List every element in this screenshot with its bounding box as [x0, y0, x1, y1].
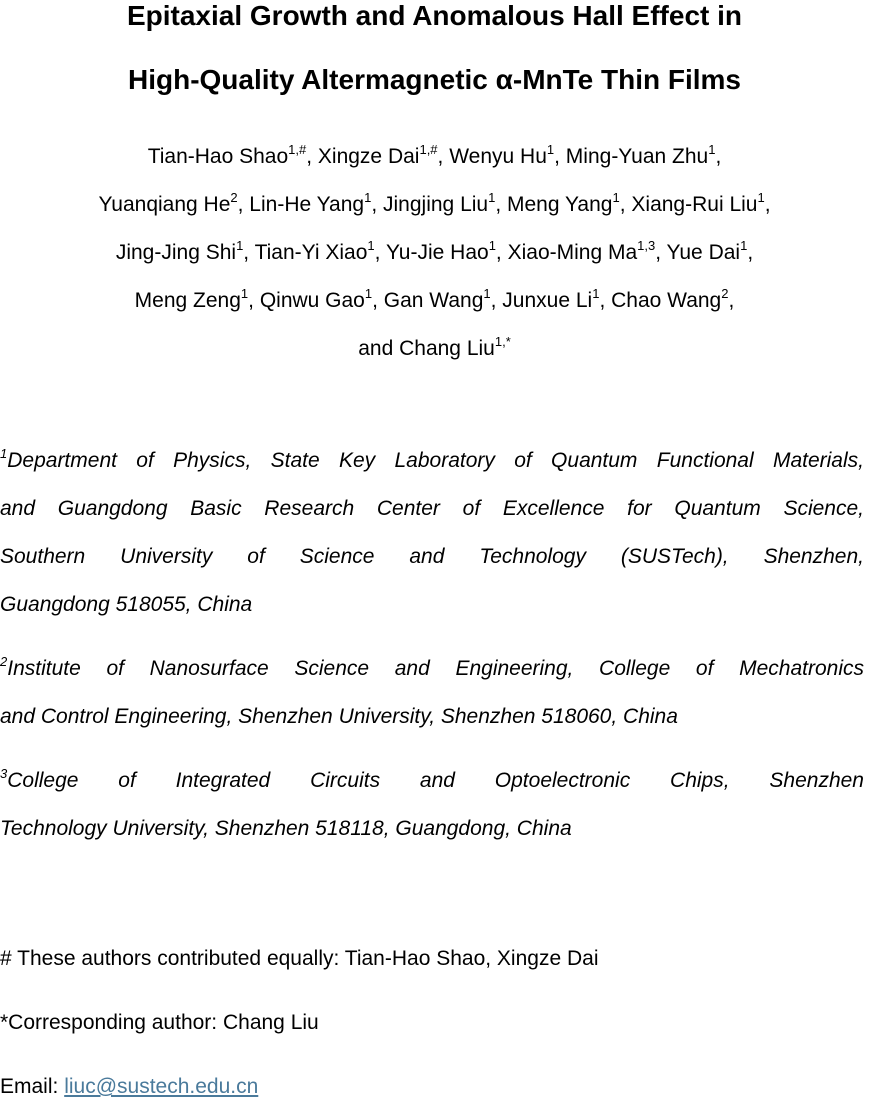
affiliation-line: Guangdong 518055, China [0, 593, 253, 616]
author-separator: , [437, 145, 450, 168]
author-affiliation-marker: 1 [592, 286, 600, 301]
author-affiliation-marker: 1,* [494, 334, 511, 349]
author-separator: , [554, 145, 566, 168]
author-name: Chao Wang [611, 289, 722, 312]
author-affiliation-marker: 1 [546, 142, 555, 157]
affiliation-number: 2 [0, 654, 8, 669]
author-name: Jing-Jing Shi [115, 241, 237, 264]
email-link[interactable]: liuc@sustech.edu.cn [64, 1075, 259, 1098]
author-affiliation-marker: 1 [240, 286, 249, 301]
author-name: Ming-Yuan Zhu [565, 145, 709, 168]
author-affiliation-marker: 1 [364, 190, 372, 205]
author-line-5 [0, 334, 869, 360]
author-separator: , [764, 193, 771, 216]
affiliation-line: and Control Engineering, Shenzhen University, Shenzhen 518060, China [0, 705, 678, 728]
author-name: Yu-Jie Hao [385, 241, 489, 264]
author-line-2 [0, 190, 869, 216]
author-separator: , [490, 289, 503, 312]
paper-title-line-1: Epitaxial Growth and Anomalous Hall Effect in [126, 0, 743, 31]
author-affiliation-marker: 2 [721, 286, 729, 301]
affiliation-line: Southern University of Science and Technology (SUSTech), Shenzhen, [0, 545, 864, 568]
author-name: Tian-Hao Shao [147, 145, 289, 168]
author-separator: , [655, 241, 667, 264]
author-name: Jingjing Liu [383, 193, 489, 216]
author-separator: , [237, 193, 250, 216]
author-affiliation-marker: 1,# [288, 142, 307, 157]
author-name: Yuanqiang He [98, 193, 231, 216]
author-name: Junxue Li [502, 289, 593, 312]
author-name: Wenyu Hu [449, 145, 547, 168]
author-affiliation-marker: 1 [708, 142, 716, 157]
affiliation-text: Institute of Nanosurface Science and Engineering, College of Mechatronics [7, 657, 864, 680]
author-name: Qinwu Gao [259, 289, 365, 312]
affiliation-number: 1 [0, 446, 8, 461]
paper-title-line-2: High-Quality Altermagnetic α-MnTe Thin Films [127, 64, 742, 95]
corresponding-author-note: *Corresponding author: Chang Liu [0, 1011, 319, 1034]
author-affiliation-marker: 1 [488, 238, 496, 253]
author-name: Gan Wang [383, 289, 484, 312]
author-separator: , [248, 289, 260, 312]
author-name: Xiang-Rui Liu [631, 193, 758, 216]
author-affiliation-marker: 1 [236, 238, 244, 253]
author-affiliation-marker: 1 [488, 190, 496, 205]
author-separator: , [599, 289, 612, 312]
author-affiliation-marker: 1 [740, 238, 748, 253]
author-affiliation-marker: 1,3 [637, 238, 656, 253]
author-line-3 [0, 238, 869, 264]
author-line-4 [0, 286, 869, 312]
equal-contribution-note: # These authors contributed equally: Tian-Hao Shao, Xingze Dai [0, 947, 599, 970]
affiliation-line [0, 654, 864, 680]
email-line [0, 1076, 258, 1097]
author-affiliation-marker: 2 [230, 190, 238, 205]
author-separator: , [495, 193, 507, 216]
affiliation-text: Department of Physics, State Key Laboratory of Quantum Functional Materials, [7, 449, 864, 472]
author-name: Xiao-Ming Ma [507, 241, 638, 264]
author-separator: , [715, 145, 722, 168]
author-affiliation-marker: 1 [612, 190, 620, 205]
author-separator: , [372, 289, 384, 312]
author-separator: , [747, 241, 754, 264]
affiliation-number: 3 [0, 766, 8, 781]
author-name: and Chang Liu [358, 337, 495, 360]
author-separator: , [243, 241, 255, 264]
affiliation-line: Technology University, Shenzhen 518118, Guangdong, China [0, 817, 572, 840]
affiliation-line [0, 446, 864, 472]
author-affiliation-marker: 1,# [419, 142, 438, 157]
author-name: Xingze Dai [317, 145, 420, 168]
author-affiliation-marker: 1 [757, 190, 765, 205]
author-name: Tian-Yi Xiao [254, 241, 368, 264]
affiliation-line: and Guangdong Basic Research Center of Excellence for Quantum Science, [0, 497, 864, 520]
author-separator: , [495, 241, 508, 264]
author-name: Yue Dai [666, 241, 741, 264]
author-affiliation-marker: 1 [483, 286, 491, 301]
author-affiliation-marker: 1 [367, 238, 375, 253]
author-separator: , [374, 241, 386, 264]
author-name: Lin-He Yang [249, 193, 365, 216]
author-line-1 [0, 142, 869, 168]
author-name: Meng Zeng [134, 289, 241, 312]
affiliation-text: College of Integrated Circuits and Optoelectronic Chips, Shenzhen [7, 769, 864, 792]
author-name: Meng Yang [507, 193, 613, 216]
author-separator: , [728, 289, 735, 312]
author-separator: , [619, 193, 632, 216]
email-label: Email: [0, 1075, 65, 1098]
author-separator: , [306, 145, 318, 168]
affiliation-line [0, 766, 864, 792]
author-affiliation-marker: 1 [364, 286, 373, 301]
author-separator: , [371, 193, 384, 216]
